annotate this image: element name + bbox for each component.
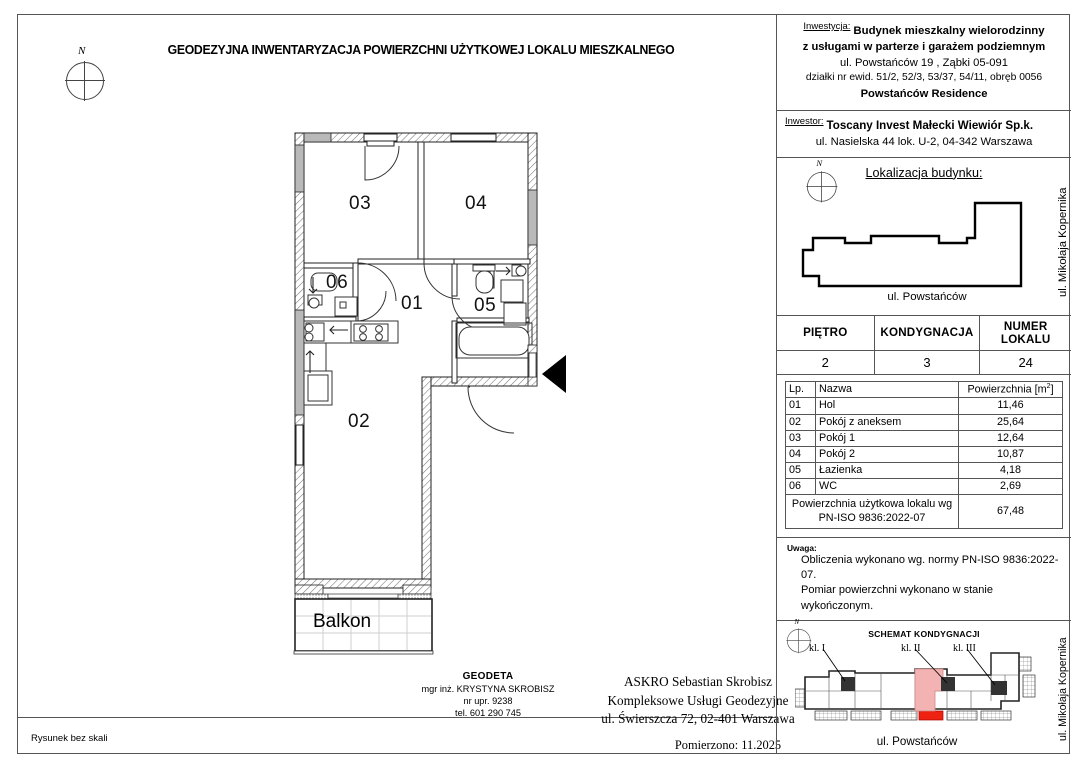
unit-info-block xyxy=(777,316,1071,375)
row-name: Pokój z aneksem xyxy=(816,414,959,430)
investor-label: Inwestor: xyxy=(785,115,824,127)
table-row xyxy=(786,414,1063,430)
row-lp: 03 xyxy=(786,430,816,446)
company-line-1: ASKRO Sebastian Skrobisz xyxy=(624,674,772,689)
rooms-header-area: Powierzchnia $[m^2]$ xyxy=(959,381,1063,398)
investor-block xyxy=(777,111,1071,158)
row-area: 25,64 xyxy=(959,414,1063,430)
row-name: Łazienka xyxy=(816,463,959,479)
row-lp: 01 xyxy=(786,398,816,414)
rooms-header-lp: Lp. xyxy=(786,381,816,398)
row-area: 11,46 xyxy=(959,398,1063,414)
row-name: Hol xyxy=(816,398,959,414)
measured-date: Pomierzono: 11.2025 xyxy=(674,738,782,752)
row-lp: 05 xyxy=(786,463,816,479)
investment-line-5: Powstańców Residence xyxy=(860,88,988,101)
note-block xyxy=(777,538,1071,622)
room-label-05: 05 xyxy=(474,295,497,316)
company-block xyxy=(598,673,798,729)
row-area: 12,64 xyxy=(959,430,1063,446)
investment-line-2: z usługami w parterze i garażem podziemnym xyxy=(802,41,1046,53)
localization-street-bottom: ul. Powstańców xyxy=(887,290,967,303)
surveyor-block xyxy=(378,670,598,720)
unit-header-kondygnacja: KONDYGNACJA xyxy=(874,316,980,351)
localization-street-right: ul. Mikołaja Kopernika xyxy=(1057,186,1069,297)
note-line-2: Pomiar powierzchni wykonano w stanie wykończonym. xyxy=(801,584,993,612)
floor-scheme-block xyxy=(777,618,1071,756)
localization-block xyxy=(777,158,1071,316)
unit-header-pietro: PIĘTRO xyxy=(777,316,874,351)
floor-scheme-drawing xyxy=(795,641,1053,736)
investment-block xyxy=(777,15,1071,111)
investor-line-1: Toscany Invest Małecki Wiewiór Sp.k. xyxy=(826,118,1034,132)
floor-scheme-title: SCHEMAT KONDYGNACJI xyxy=(868,629,980,640)
scheme-street-right: ul. Mikołaja Kopernika xyxy=(1057,637,1069,741)
north-label-localization: N xyxy=(816,158,823,168)
investment-line-1: Budynek mieszkalny wielorodzinny xyxy=(853,25,1045,37)
table-row xyxy=(786,463,1063,479)
rooms-table xyxy=(785,381,1063,529)
row-lp: 02 xyxy=(786,414,816,430)
room-label-03: 03 xyxy=(349,193,372,214)
table-summary-row xyxy=(786,495,1063,528)
room-label-01: 01 xyxy=(401,293,424,314)
row-name: WC xyxy=(816,479,959,495)
unit-value-kondygnacja: 3 xyxy=(874,350,980,374)
drawing-area xyxy=(18,15,795,753)
unit-value-pietro: 2 xyxy=(777,350,874,374)
drawing-frame xyxy=(17,14,1070,754)
row-area: 2,69 xyxy=(959,479,1063,495)
surveyor-phone: tel. 601 290 745 xyxy=(455,708,521,719)
room-label-04: 04 xyxy=(465,193,488,214)
company-line-3: ul. Świerszcza 72, 02-401 Warszawa xyxy=(601,711,795,727)
north-label: N xyxy=(78,45,86,57)
company-line-2: Kompleksowe Usługi Geodezyjne xyxy=(607,692,789,708)
row-area: 4,18 xyxy=(959,463,1063,479)
rooms-header-name: Nazwa xyxy=(816,381,959,398)
summary-label: Powierzchnia użytkowa lokalu wg PN-ISO 9836:2022-07 xyxy=(786,495,959,528)
localization-title: Lokalizacja budynku: xyxy=(865,165,983,180)
staircase-label-1: kl. I xyxy=(809,643,826,655)
table-row xyxy=(786,479,1063,495)
note-line-1: Obliczenia wykonano wg. normy PN-ISO 9836:2022-07. xyxy=(801,553,1059,581)
row-lp: 06 xyxy=(786,479,816,495)
scale-note: Rysunek bez skali xyxy=(31,733,108,744)
floor-plan-drawing xyxy=(18,15,776,715)
unit-header-numer: NUMER LOKALU xyxy=(1000,319,1051,346)
table-row xyxy=(786,430,1063,446)
row-lp: 04 xyxy=(786,446,816,462)
rooms-table-block xyxy=(777,375,1071,538)
table-header-row xyxy=(786,381,1063,398)
entrance-marker-icon xyxy=(542,355,566,393)
surveyor-name: mgr inż. KRYSTYNA SKROBISZ xyxy=(421,684,555,695)
row-area: 10,87 xyxy=(959,446,1063,462)
scheme-street-bottom: ul. Powstańców xyxy=(876,735,958,749)
table-row xyxy=(786,446,1063,462)
surveyor-license: nr upr. 9238 xyxy=(463,696,513,707)
surveyor-heading: GEODETA xyxy=(462,671,514,682)
row-name: Pokój 1 xyxy=(816,430,959,446)
balcony-label: Balkon xyxy=(313,611,372,632)
room-label-02: 02 xyxy=(348,411,371,432)
page-title: GEODEZYJNA INWENTARYZACJA POWIERZCHNI UŻYTKOWEJ LOKALU MIESZKALNEGO xyxy=(167,42,675,57)
note-label: Uwaga: xyxy=(787,542,817,553)
building-outline xyxy=(799,198,1049,293)
investment-line-4: działki nr ewid. 51/2, 52/3, 53/37, 54/11, obręb 0056 xyxy=(805,72,1043,84)
table-row xyxy=(786,398,1063,414)
staircase-label-3: kl. III xyxy=(953,643,976,655)
info-panel xyxy=(776,15,1071,753)
row-name: Pokój 2 xyxy=(816,446,959,462)
investment-line-3: ul. Powstańców 19 , Ząbki 05-091 xyxy=(840,57,1008,70)
room-label-06: 06 xyxy=(326,272,349,293)
north-label-scheme: N xyxy=(794,618,799,626)
staircase-label-2: kl. II xyxy=(901,643,921,655)
investment-label: Inwestycja: xyxy=(803,21,851,32)
investor-line-2: ul. Nasielska 44 lok. U-2, 04-342 Warszawa xyxy=(815,136,1033,149)
summary-value: 67,48 xyxy=(959,495,1063,528)
unit-value-numer: 24 xyxy=(980,350,1071,374)
